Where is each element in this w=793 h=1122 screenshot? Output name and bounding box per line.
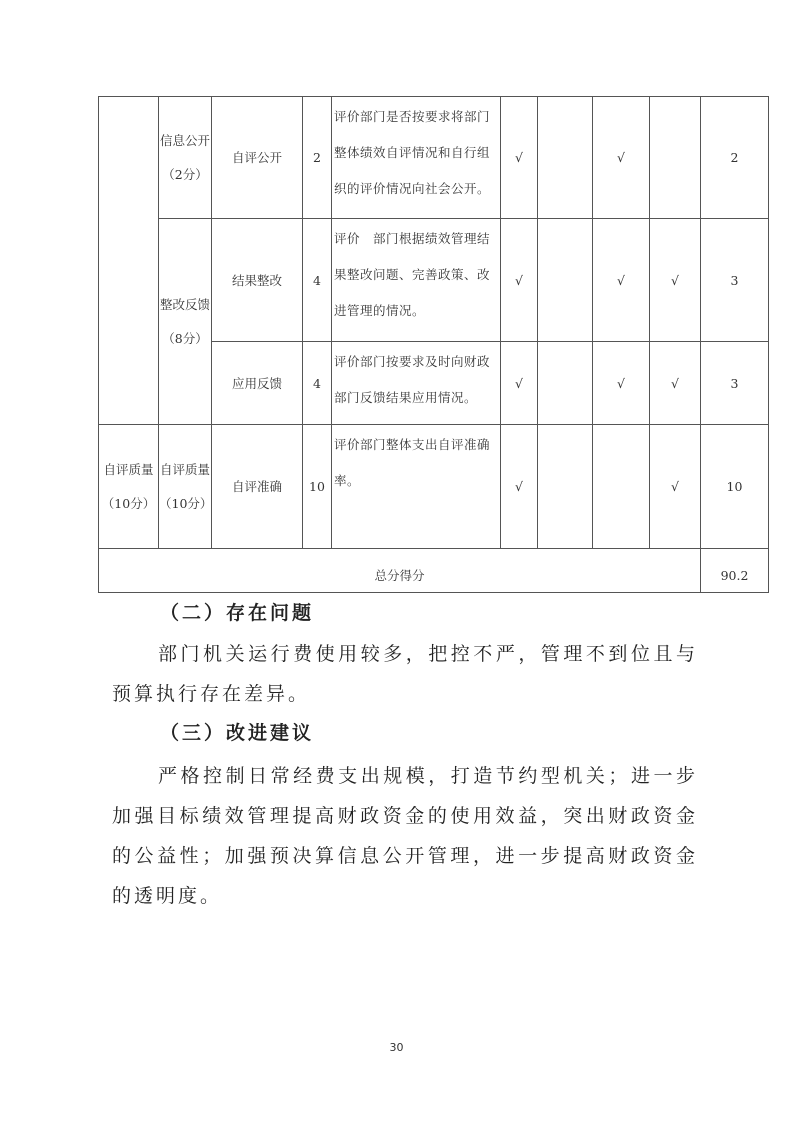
description-cell: 评价部门按要求及时向财政部门反馈结果应用情况。 <box>332 342 501 425</box>
check-cell <box>538 97 593 219</box>
check-cell: √ <box>650 425 701 549</box>
check-cell: √ <box>593 219 650 342</box>
suggestions-text: 严格控制日常经费支出规模，打造节约型机关；进一步加强目标绩效管理提高财政资金的使用效益，突出财政资金的公益性；加强预决算信息公开管理，进一步提高财政资金的透明度。 <box>112 765 698 907</box>
total-score: 90.2 <box>701 549 769 593</box>
score-cell: 3 <box>701 219 769 342</box>
problems-heading: （二）存在问题 <box>160 602 315 624</box>
weight-cell: 2 <box>303 97 332 219</box>
weight-cell: 4 <box>303 342 332 425</box>
table-row <box>99 97 769 219</box>
indicator-cell: 结果整改 <box>212 219 303 342</box>
category-level2-cell: 整改反馈（8分） <box>159 219 212 425</box>
check-cell: √ <box>501 342 538 425</box>
score-cell: 10 <box>701 425 769 549</box>
description-cell: 评价部门整体支出自评准确率。 <box>332 425 501 549</box>
total-row <box>99 549 769 593</box>
check-cell <box>593 425 650 549</box>
evaluation-score-table <box>98 96 769 593</box>
check-cell: √ <box>501 219 538 342</box>
check-cell <box>538 425 593 549</box>
page-number: 30 <box>389 1041 404 1054</box>
category-level2-cell: 信息公开（2分） <box>159 97 212 219</box>
indicator-cell: 自评准确 <box>212 425 303 549</box>
problems-text: 部门机关运行费使用较多，把控不严，管理不到位且与预算执行存在差异。 <box>112 643 698 705</box>
category-level2-cell: 自评质量（10分） <box>159 425 212 549</box>
score-cell: 3 <box>701 342 769 425</box>
problems-paragraph <box>112 634 698 714</box>
check-cell: √ <box>593 342 650 425</box>
check-cell: √ <box>650 219 701 342</box>
check-cell <box>538 342 593 425</box>
score-cell: 2 <box>701 97 769 219</box>
description-cell: 评价 部门根据绩效管理结果整改问题、完善政策、改进管理的情况。 <box>332 219 501 342</box>
total-label: 总分得分 <box>99 549 701 593</box>
description-cell: 评价部门是否按要求将部门整体绩效自评情况和自行组织的评价情况向社会公开。 <box>332 97 501 219</box>
check-cell: √ <box>650 342 701 425</box>
check-cell: √ <box>501 97 538 219</box>
check-cell <box>650 97 701 219</box>
check-cell: √ <box>501 425 538 549</box>
indicator-cell: 自评公开 <box>212 97 303 219</box>
category-level1-cell <box>99 97 159 425</box>
weight-cell: 4 <box>303 219 332 342</box>
suggestions-paragraph <box>112 756 698 916</box>
table-row <box>99 219 769 342</box>
table-row <box>99 425 769 549</box>
check-cell: √ <box>593 97 650 219</box>
check-cell <box>538 219 593 342</box>
category-level1-cell: 自评质量（10分） <box>99 425 159 549</box>
suggestions-heading: （三）改进建议 <box>160 722 315 744</box>
indicator-cell: 应用反馈 <box>212 342 303 425</box>
weight-cell: 10 <box>303 425 332 549</box>
